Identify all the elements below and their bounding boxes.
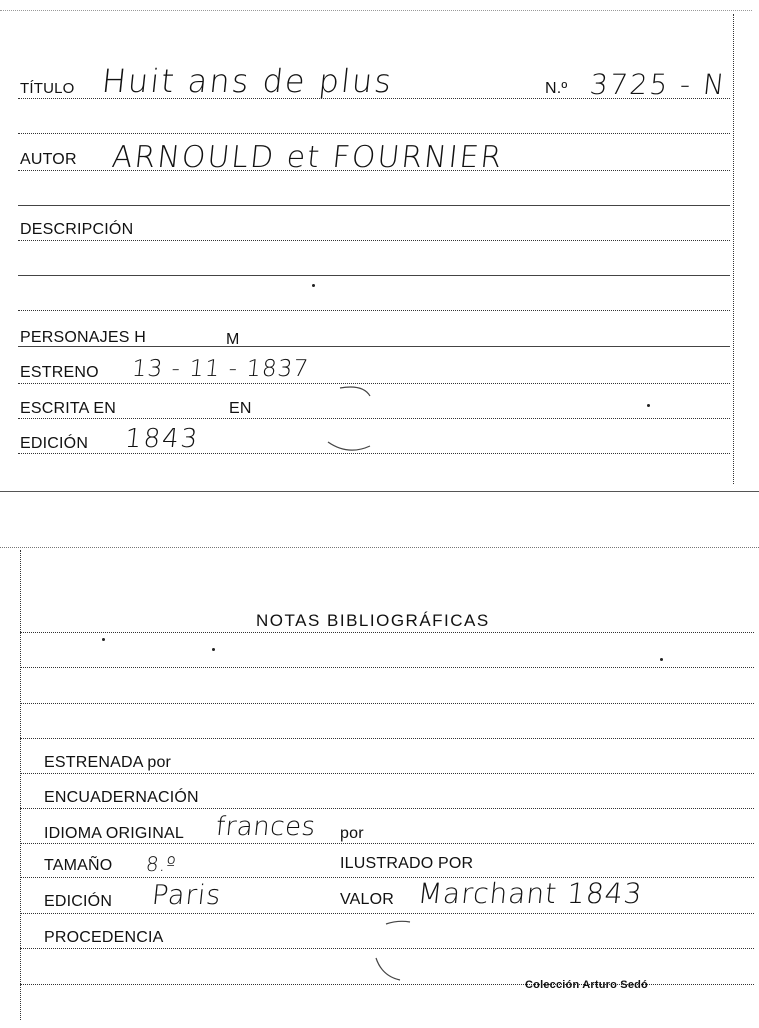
speck <box>660 658 663 661</box>
estrenada-por-label: ESTRENADA por <box>44 754 172 771</box>
personajes-label: PERSONAJES H <box>20 329 146 346</box>
escrita-en-label: ESCRITA EN <box>20 400 116 417</box>
rule-line <box>18 275 730 276</box>
personajes-line <box>18 346 730 347</box>
back-edicion-label: EDICIÓN <box>44 893 113 910</box>
edicion-line <box>20 913 754 914</box>
encuadernacion-label: ENCUADERNACIÓN <box>44 789 199 806</box>
valor-label: VALOR <box>340 891 395 908</box>
autor-label: AUTOR <box>20 151 77 168</box>
numero-label: N.º <box>545 80 568 97</box>
numero-value: 3725 - N <box>588 68 728 101</box>
card-top-edge <box>0 10 752 11</box>
speck <box>647 404 650 407</box>
estreno-value: 13 - 11 - 1837 <box>130 356 311 382</box>
rule-line <box>20 703 754 704</box>
edicion-value: 1843 <box>123 424 201 454</box>
estrenada-line <box>20 773 754 774</box>
encuadernacion-line <box>20 808 754 809</box>
idioma-por-label: por <box>340 825 364 842</box>
idioma-original-value: frances <box>214 812 318 842</box>
idioma-original-label: IDIOMA ORIGINAL <box>44 825 184 842</box>
idioma-line <box>20 843 754 844</box>
rule-line <box>18 133 730 134</box>
rule-line <box>20 667 754 668</box>
rule-line <box>18 310 730 311</box>
edicion-label: EDICIÓN <box>20 435 89 452</box>
tamano-value: 8.º <box>144 852 178 876</box>
titulo-label: TÍTULO <box>20 80 75 97</box>
ilustrado-por-label: ILUSTRADO POR <box>340 855 474 872</box>
rule-line <box>20 738 754 739</box>
rule-line <box>18 205 730 206</box>
notas-heading: NOTAS BIBLIOGRÁFICAS <box>256 611 490 630</box>
procedencia-label: PROCEDENCIA <box>44 929 164 946</box>
back-edicion-value: Paris <box>150 880 223 911</box>
autor-line <box>18 170 730 171</box>
rule-line <box>20 632 754 633</box>
descripcion-line <box>18 240 730 241</box>
speck <box>312 284 315 287</box>
descripcion-label: DESCRIPCIÓN <box>20 221 134 238</box>
punch-hole-mark <box>318 382 388 462</box>
speck <box>212 648 215 651</box>
card-divider <box>0 491 759 492</box>
estreno-label: ESTRENO <box>20 364 99 381</box>
punch-hole-mark <box>368 918 438 988</box>
titulo-line <box>18 98 730 99</box>
speck <box>102 638 105 641</box>
tamano-label: TAMAÑO <box>44 857 113 874</box>
personajes-m-label: M <box>226 331 240 348</box>
autor-value: ARNOULD et FOURNIER <box>110 140 506 175</box>
valor-value: Marchant 1843 <box>416 877 645 910</box>
card-right-border <box>733 14 734 484</box>
escrita-en-en-label: EN <box>229 400 252 417</box>
card-top-edge <box>0 547 759 548</box>
card-left-border <box>20 550 21 1020</box>
coleccion-stamp: Colección Arturo Sedó <box>525 979 648 991</box>
titulo-value: Huit ans de plus <box>100 62 396 100</box>
